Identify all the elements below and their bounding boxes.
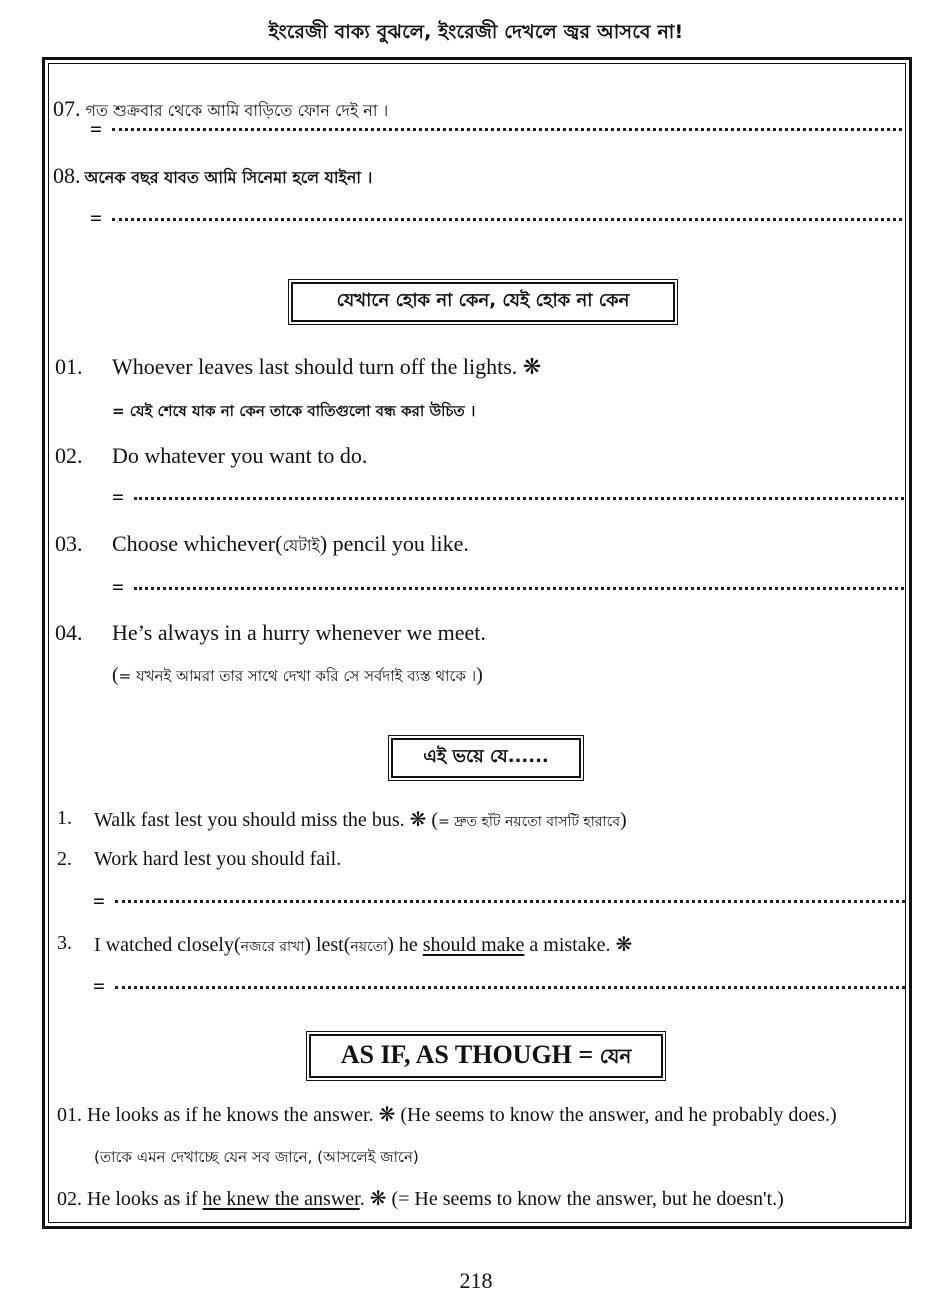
answer-equals: = [112, 575, 124, 599]
star-icon: ❋ [378, 1102, 396, 1126]
item-as-if-02 [57, 1186, 784, 1211]
page-number: 218 [459, 1268, 493, 1293]
answer-line[interactable] [115, 900, 905, 903]
answer-equals: = [112, 485, 124, 509]
answer-line[interactable] [134, 587, 904, 590]
sentence-part: a mistake. [524, 934, 611, 956]
answer-line[interactable] [112, 128, 902, 131]
english-sentence: He’s always in a hurry whenever we meet. [112, 620, 486, 645]
item-3 [57, 932, 633, 956]
star-icon: ❋ [409, 807, 427, 831]
heading-bangla: যেন [599, 1044, 632, 1068]
item-number: 2. [57, 848, 72, 870]
bangla-gloss: নজরে রাখা [240, 939, 305, 955]
bangla-translation: = যেই শেষে যাক না কেন তাকে বাতিগুলো বন্ধ করা উচিত । [112, 402, 476, 420]
sentence-part: He looks as if [87, 1188, 203, 1210]
sentence-text: He looks as if he knows the answer. [87, 1104, 374, 1126]
sentence-part: ) he [387, 934, 423, 956]
english-sentence [94, 932, 632, 959]
paren: ) [476, 664, 483, 686]
item-number: 1. [57, 807, 72, 829]
translation-text: = দ্রুত হাঁট নয়তো বাসটি হারাবে [438, 814, 621, 830]
paren: ) [620, 809, 627, 831]
item-03 [55, 531, 469, 557]
star-icon: ❋ [615, 932, 633, 956]
meaning-note: (He seems to know the answer, and he probably does.) [400, 1104, 837, 1126]
paren: ( [431, 809, 439, 831]
item-07 [53, 96, 388, 125]
section-heading-whoever: যেখানে হোক না কেন, যেই হোক না কেন [291, 282, 675, 322]
sentence-part: ) pencil you like. [319, 531, 469, 556]
item-number: 02. [55, 443, 83, 468]
item-number: 01. [57, 1104, 82, 1126]
item-number: 01. [55, 354, 83, 379]
item-08 [53, 163, 372, 192]
item-02 [55, 443, 368, 469]
bangla-gloss: যেটাই [282, 536, 320, 555]
underlined-phrase: should make [422, 934, 525, 956]
translation-text: = যখনই আমরা তার সাথে দেখা করি সে সর্বদাই ব্যস্ত থাকে । [118, 667, 477, 685]
item-2 [57, 848, 342, 871]
paren: ( [112, 664, 119, 686]
item-number: 03. [55, 531, 83, 556]
item-number: 08. [53, 163, 81, 188]
item-as-if-01 [57, 1102, 837, 1127]
sentence-text: Walk fast lest you should miss the bus. [94, 809, 405, 831]
english-sentence: Do whatever you want to do. [112, 443, 368, 468]
sentence-part: . [359, 1188, 365, 1210]
bangla-gloss: নয়তো [350, 939, 388, 955]
star-icon: ❋ [369, 1186, 387, 1210]
page-header: ইংরেজী বাক্য বুঝলে, ইংরেজী দেখলে জ্বর আসবে না! [268, 21, 684, 43]
bangla-translation [112, 664, 483, 690]
meaning-note: (= He seems to know the answer, but he doesn't.) [391, 1188, 784, 1210]
answer-equals: = [93, 974, 105, 998]
item-number: 02. [57, 1188, 82, 1210]
sentence-part: I watched closely( [94, 934, 241, 956]
bangla-sentence: গত শুক্রবার থেকে আমি বাড়িতে ফোন দেই না । [85, 101, 389, 120]
answer-line[interactable] [134, 497, 904, 500]
star-icon: ❋ [522, 355, 542, 380]
heading-english: AS IF, AS THOUGH = [340, 1040, 600, 1069]
answer-equals: = [93, 889, 105, 913]
answer-line[interactable] [112, 218, 902, 221]
bangla-translation: (তাকে এমন দেখাচ্ছে যেন সব জানে, (আসলেই জানে) [94, 1148, 419, 1166]
sentence-text: Whoever leaves last should turn off the lights. [112, 354, 518, 379]
sentence-part: Choose whichever( [112, 531, 283, 556]
underlined-phrase: he knew the answer [202, 1188, 360, 1210]
english-sentence: Work hard lest you should fail. [94, 848, 342, 870]
item-number: 3. [57, 932, 72, 954]
answer-line[interactable] [115, 986, 905, 989]
english-sentence [112, 531, 469, 560]
item-01 [55, 354, 542, 380]
bangla-sentence: অনেক বছর যাবত আমি সিনেমা হলে যাইনা । [84, 168, 373, 187]
answer-equals: = [90, 206, 102, 230]
english-sentence [112, 354, 541, 380]
sentence-part: ) lest( [304, 934, 351, 956]
section-heading-as-if [309, 1034, 663, 1078]
english-sentence [94, 807, 627, 834]
section-heading-lest: এই ভয়ে যে...... [391, 738, 581, 778]
item-number: 04. [55, 620, 83, 645]
item-number: 07. [53, 96, 81, 121]
answer-equals: = [90, 117, 102, 141]
item-04 [55, 620, 486, 646]
item-1 [57, 807, 627, 831]
